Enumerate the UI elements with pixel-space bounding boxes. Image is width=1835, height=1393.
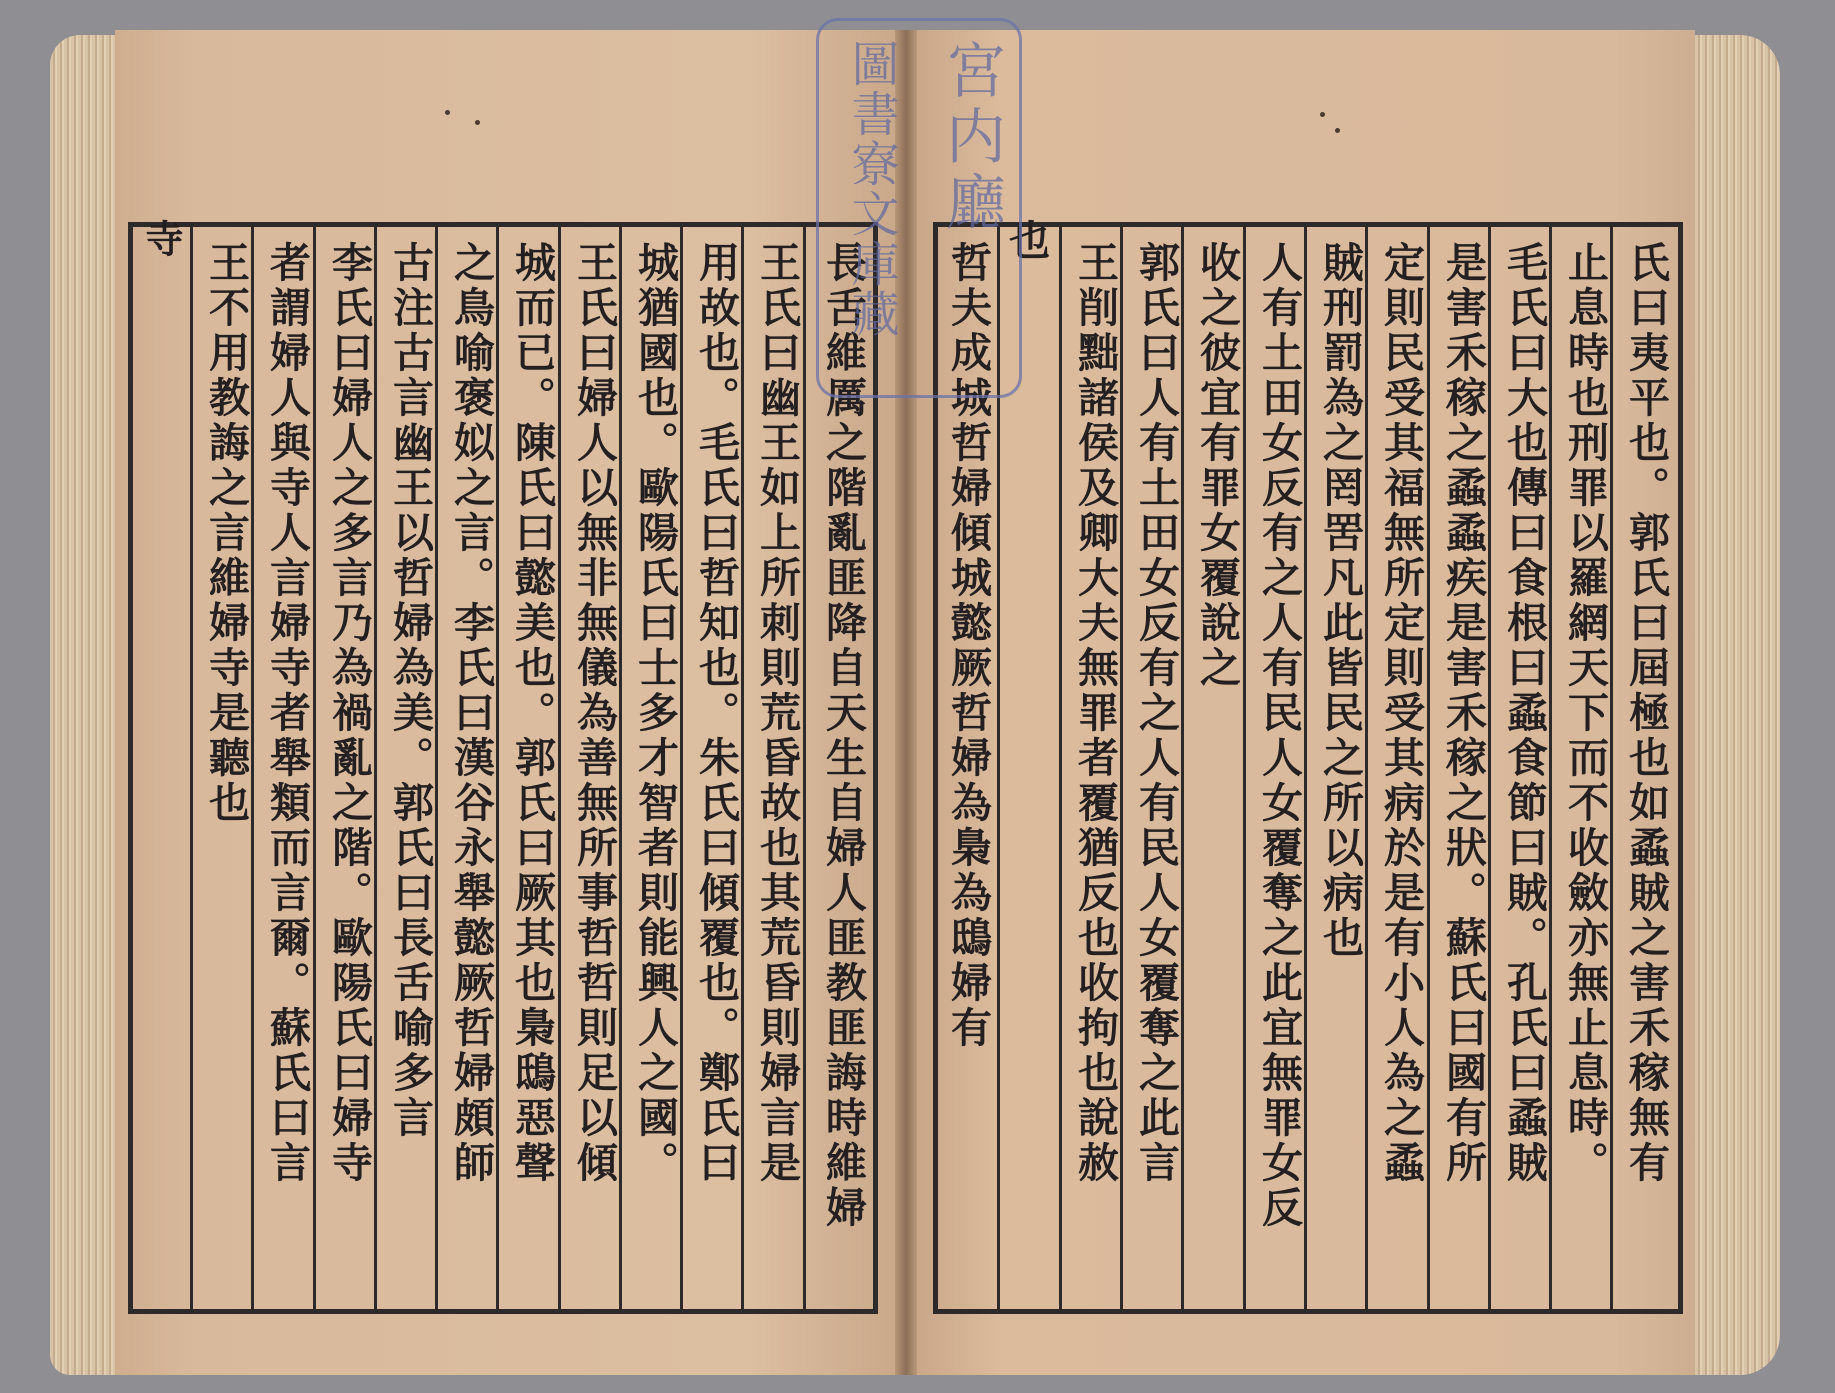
text-column: 城而已。陳氏曰懿美也。郭氏曰厥其也梟鴟惡聲: [508, 241, 556, 1186]
text-column: 賊刑罰為之罔罟凡此皆民之所以病也: [1316, 241, 1364, 961]
column-rule: [1243, 227, 1246, 1309]
text-column: 之鳥喻褒姒之言。李氏曰漢谷永舉懿厥哲婦頗師: [447, 241, 495, 1186]
worm-hole: [475, 120, 480, 125]
text-column: 人有土田女反有之人有民人女覆奪之此宜無罪女反: [1255, 241, 1303, 1231]
column-rule: [1427, 227, 1430, 1309]
worm-hole: [1320, 112, 1325, 117]
text-column: 李氏曰婦人之多言乃為禍亂之階。歐陽氏曰婦寺: [325, 241, 373, 1186]
library-seal-stamp: [816, 18, 1022, 398]
text-column: 是害禾稼之蟊蟊疾是害禾稼之狀。蘇氏曰國有所: [1439, 241, 1487, 1186]
column-rule: [803, 227, 806, 1309]
column-tail-char: 寺: [139, 219, 184, 261]
text-column: 長舌維厲之階亂匪降自天生自婦人匪教匪誨時維婦: [819, 241, 867, 1231]
left-text-frame: [128, 219, 878, 1314]
column-rule: [558, 227, 561, 1309]
column-rule: [313, 227, 316, 1309]
right-text-frame: [933, 219, 1683, 1314]
text-column: 哲夫成城哲婦傾城懿厥哲婦為梟為鴟婦有: [944, 241, 992, 1051]
seal-text-left: 圖書寮文庫藏: [843, 39, 899, 339]
text-column: 郭氏曰人有土田女反有之人有民人女覆奪之此言: [1132, 241, 1180, 1186]
text-column: 王削黜諸侯及卿大夫無罪者覆猶反也收拘也說赦: [1071, 241, 1119, 1186]
text-column: 止息時也刑罪以羅網天下而不收斂亦無止息時。: [1561, 241, 1609, 1186]
text-column: 者謂婦人與寺人言婦寺者舉類而言爾。蘇氏曰言: [263, 241, 311, 1186]
text-column: 王不用教誨之言維婦寺是聽也: [202, 241, 250, 826]
text-column: 收之彼宜有罪女覆說之: [1193, 241, 1241, 691]
text-column: 古注古言幽王以哲婦為美。郭氏曰長舌喻多言: [386, 241, 434, 1141]
text-column: 定則民受其福無所定則受其病於是有小人為之蟊: [1377, 241, 1425, 1186]
text-column: 氏曰夷平也。郭氏曰屆極也如蟊賊之害禾稼無有: [1622, 241, 1670, 1186]
text-column: 毛氏曰大也傳曰食根曰蟊食節曰賊。孔氏曰蟊賊: [1500, 241, 1548, 1186]
column-rule: [190, 227, 193, 1309]
text-column: 城猶國也。歐陽氏曰士多才智者則能興人之國。: [631, 241, 679, 1186]
text-column: 王氏曰幽王如上所刺則荒昏故也其荒昏則婦言是: [753, 241, 801, 1186]
text-column: 也: [1002, 219, 1050, 264]
text-column: 王氏曰婦人以無非無儀為善無所事哲哲則足以傾: [570, 241, 618, 1186]
worm-hole: [1335, 128, 1340, 133]
seal-text-right: 宮内廳: [936, 39, 1006, 237]
worm-hole: [445, 110, 450, 115]
text-column: 用故也。毛氏曰哲知也。朱氏曰傾覆也。鄭氏曰: [692, 241, 740, 1186]
column-rule: [1059, 227, 1062, 1309]
